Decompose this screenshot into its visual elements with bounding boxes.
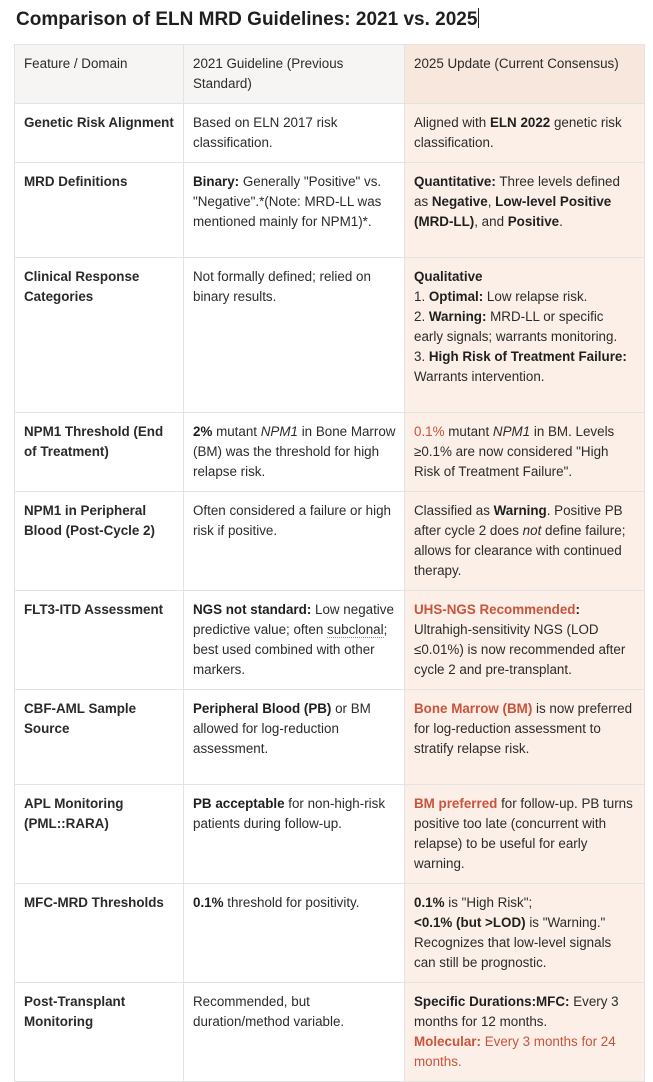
cell-2025: 0.1% is "High Risk"; <0.1% (but >LOD) is "Warning." Recognizes that low-level signals can still be prognostic. [405,884,645,983]
text-cursor [478,8,479,28]
table-row [15,258,645,413]
table-row [15,884,645,983]
feature-cell: Genetic Risk Alignment [15,104,184,163]
feature-cell: NPM1 Threshold (End of Treatment) [15,413,184,492]
table-row [15,492,645,591]
cell-2025: BM preferred for follow-up. PB turns positive too late (concurrent with relapse) to be useful for early warning. [405,785,645,884]
feature-cell: NPM1 in Peripheral Blood (Post-Cycle 2) [15,492,184,591]
cell-2021: Often considered a failure or high risk if positive. [184,492,405,591]
cell-2021: Binary: Generally "Positive" vs. "Negative".*(Note: MRD-LL was mentioned mainly for NPM1)*. [184,163,405,258]
cell-2021: Not formally defined; relied on binary results. [184,258,405,413]
cell-2025: UHS-NGS Recommended: Ultrahigh-sensitivity NGS (LOD ≤0.01%) is now recommended after cycle 2 and pre-transplant. [405,591,645,690]
spellcheck-word[interactable]: subclonal [327,622,384,637]
cell-2025: Aligned with ELN 2022 genetic risk classification. [405,104,645,163]
cell-2021: Peripheral Blood (PB) or BM allowed for log-reduction assessment. [184,690,405,785]
cell-2025: Bone Marrow (BM) is now preferred for log-reduction assessment to stratify relapse risk. [405,690,645,785]
comparison-table [14,44,645,1082]
cell-2025: Quantitative: Three levels defined as Negative, Low-level Positive (MRD-LL), and Positive. [405,163,645,258]
cell-2025: 0.1% mutant NPM1 in BM. Levels ≥0.1% are now considered "High Risk of Treatment Failure". [405,413,645,492]
page-title[interactable]: Comparison of ELN MRD Guidelines: 2021 vs. 2025 [16,9,478,30]
cell-2021: NGS not standard: Low negative predictive value; often subclonal; best used combined with other markers. [184,591,405,690]
header-2021: 2021 Guideline (Previous Standard) [184,45,405,104]
table-row [15,690,645,785]
header-row [15,45,645,104]
table-row [15,983,645,1082]
feature-cell: MRD Definitions [15,163,184,258]
table-row [15,413,645,492]
feature-cell: FLT3-ITD Assessment [15,591,184,690]
cell-2021: 2% mutant NPM1 in Bone Marrow (BM) was the threshold for high relapse risk. [184,413,405,492]
cell-2025: Classified as Warning. Positive PB after cycle 2 does not define failure; allows for clearance with continued therapy. [405,492,645,591]
cell-2021: PB acceptable for non-high-risk patients during follow-up. [184,785,405,884]
header-2025: 2025 Update (Current Consensus) [405,45,645,104]
feature-cell: Post-Transplant Monitoring [15,983,184,1082]
table-row [15,591,645,690]
cell-2021: Based on ELN 2017 risk classification. [184,104,405,163]
feature-cell: APL Monitoring (PML::RARA) [15,785,184,884]
cell-2021: 0.1% threshold for positivity. [184,884,405,983]
feature-cell: MFC-MRD Thresholds [15,884,184,983]
table-row [15,163,645,258]
table-row [15,104,645,163]
feature-cell: Clinical Response Categories [15,258,184,413]
header-feature: Feature / Domain [15,45,184,104]
cell-2025: Specific Durations:MFC: Every 3 months for 12 months. Molecular: Every 3 months for 24 months. [405,983,645,1082]
feature-cell: CBF-AML Sample Source [15,690,184,785]
cell-2025: Qualitative 1. Optimal: Low relapse risk. 2. Warning: MRD-LL or specific early signals; warrants monitoring. 3. High Risk of Treatment Failure: Warrants intervention. [405,258,645,413]
table-row [15,785,645,884]
cell-2021: Recommended, but duration/method variable. [184,983,405,1082]
